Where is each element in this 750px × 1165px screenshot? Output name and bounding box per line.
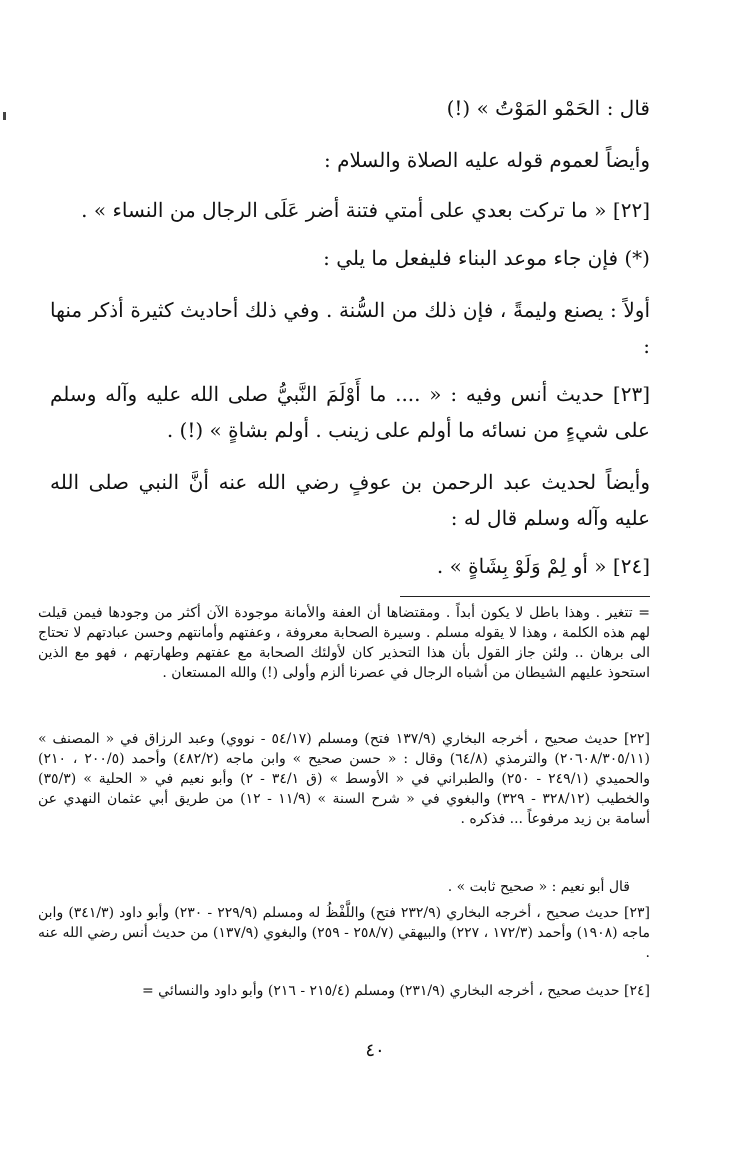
line-4: (*) فإن جاء موعد البناء فليفعل ما يلي : — [323, 246, 650, 270]
paragraph-also: وأيضاً لحديث عبد الرحمن بن عوفٍ رضي الله عنه أنَّ النبي صلى الله عليه وآله وسلم قال له : — [50, 470, 650, 530]
hadith-23: [٢٣] حديث أنس وفيه : « .... ما أَوْلَمَ النَّبيُّ صلى الله عليه وآله وسلم على شيءٍ من نسائه ما أولم على زينب . أولم بشاةٍ » (!) . — [50, 382, 650, 442]
footnote-22-quote: قال أبو نعيم : « صحيح ثابت » . — [447, 879, 630, 895]
scan-edge-mark — [3, 112, 6, 120]
footnote-23: [٢٣] حديث صحيح ، أخرجه البخاري (٢٣٢/٩ فتح) واللَّفْظُ له ومسلم (٢٢٩/٩ - ٢٣٠) وأبو داود (٣٤١/٣) وابن ماجه (١٩٠٨) وأحمد (١٧٢/٣ ، ٢٢٧) والبيهقي (٢٥٨/٧ - ٢٥٩) والبغوي (١٣٧/٩) من حديث أنس رضي الله عنه . — [38, 905, 650, 961]
paragraph-first: أولاً : يصنع وليمةً ، فإن ذلك من السُّنة . وفي ذلك أحاديث كثيرة أذكر منها : — [50, 298, 650, 358]
hadith-22: [٢٢] « ما تركت بعدي على أمتي فتنة أضر عَلَى الرجال من النساء » . — [81, 198, 650, 222]
line-1: قال : الحَمْو المَوْتُ » (!) — [446, 96, 650, 120]
hadith-24: [٢٤] « أو لِمْ وَلَوْ بِشَاةٍ » . — [436, 554, 650, 578]
page-number: ٤٠ — [365, 1040, 385, 1061]
footnote-24: [٢٤] حديث صحيح ، أخرجه البخاري (٢٣١/٩) ومسلم (٢١٥/٤ - ٢١٦) وأبو داود والنسائي = — [141, 983, 650, 999]
footnote-22: [٢٢] حديث صحيح ، أخرجه البخاري (١٣٧/٩ فتح) ومسلم (٥٤/١٧ - نووي) وعبد الرزاق في « المصنف » (٢٠٦٠٨/٣٠٥/١١) والترمذي (٦٤/٨) وقال : « حسن صحيح » وابن ماجه (٤٨٢/٢) وأحمد (٢٠٠/٥ ، ٢١٠) والحميدي (٢٤٩/١ - ٢٥٠) والطبراني في « الأوسط » (ق ٣٤/١ - ٢) وأبو نعيم في « الحلية » (٣٥/٣) والخطيب (٣٢٨/١٢ - ٣٢٩) والبغوي في « شرح السنة » (١١/٩ - ١٢) من طريق أبي عثمان النهدي عن أسامة بن زيد مرفوعاً ... فذكره . — [38, 731, 651, 827]
footnote-continued: = تتغير . وهذا باطل لا يكون أبداً . ومقتضاها أن العفة والأمانة موجودة الآن أكثر من وجودها فيمن قيلت لهم هذه الكلمة ، وهذا لا يقوله مسلم . وسيرة الصحابة معروفة ، وعفتهم وأمانتهم وحسن عبادتهم لا تحتاج الى برهان .. ولئن جاز القول بأن هذا التحذير كان لأولئك الصحابة مع عفتهم وطهارتهم ، فهو مع الذين استحوذ عليهم الشيطان من أشباه الرجال في عصرنا ألزم وأولى (!) والله المستعان . — [38, 605, 650, 681]
footnote-separator — [400, 596, 650, 597]
line-2: وأيضاً لعموم قوله عليه الصلاة والسلام : — [323, 148, 650, 172]
